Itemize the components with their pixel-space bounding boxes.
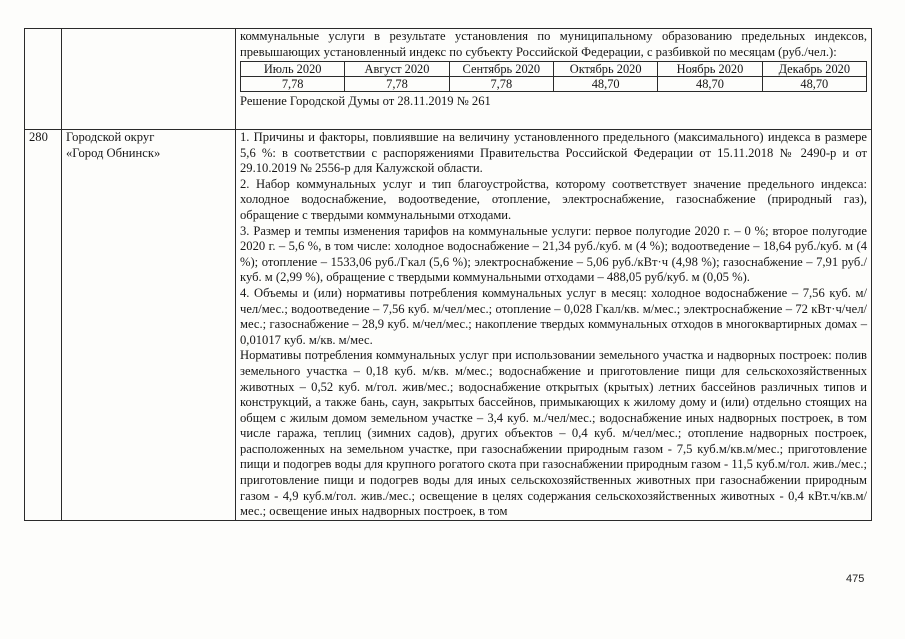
municipality-cell-empty	[62, 29, 236, 130]
row-number-cell-empty	[25, 29, 62, 130]
page-number: 475	[846, 573, 865, 585]
municipality-name-line1: Городской округ	[66, 130, 155, 144]
council-decision-text: Решение Городской Думы от 28.11.2019 № 261	[240, 94, 491, 109]
month-value: 48,70	[553, 77, 657, 92]
month-value: 48,70	[762, 77, 866, 92]
month-header: Декабрь 2020	[762, 62, 866, 77]
previous-intro-text: коммунальные услуги в результате установления по муниципальному образованию предельных индексов, превышающих установленный индекс по субъекту Российской Федерации, с разбивкой по месяцам (руб./чел.):	[240, 29, 867, 59]
months-values-row	[241, 77, 867, 92]
monthly-values-table	[240, 61, 867, 92]
municipality-name-cell	[62, 130, 236, 521]
paragraph-tariffs: 3. Размер и темпы изменения тарифов на коммунальные услуги: первое полугодие 2020 г. – 0 %; второе полугодие 2020 г. – 5,6 %, в том числе: холодное водоснабжение – 21,34 руб./куб. м (4 %); водоотведение – 18,64 руб./куб. м (4 %); отопление – 1533,06 руб./Гкал (5,6 %); электроснабжение – 5,06 руб./кВт·ч (4,98 %); газоснабжение – 7,91 руб./куб. м (2,99 %), обращение с твердыми коммунальными отходами – 488,05 руб/куб. м (0,05 %).	[240, 223, 867, 285]
content-cell-previous	[236, 29, 872, 130]
table-row-280	[25, 130, 872, 521]
paragraph-reasons: 1. Причины и факторы, повлиявшие на величину установленного предельного (максимального) индекса в размере 5,6 %: в соответствии с распоряжениями Правительства Российской Федерации от 15.11.2018 № 2490-р и от 29.10.2019 № 2556-р для Калужской области.	[240, 130, 867, 176]
municipal-index-table	[24, 28, 872, 521]
row-number: 280	[25, 130, 62, 521]
month-header: Август 2020	[345, 62, 449, 77]
month-value: 7,78	[241, 77, 345, 92]
months-header-row	[241, 62, 867, 77]
month-value: 48,70	[658, 77, 762, 92]
paragraph-services-set: 2. Набор коммунальных услуг и тип благоустройства, которому соответствует значение предельного индекса: холодное водоснабжение, водоотведение, отопление, электроснабжение, газоснабжение (природный газ), обращение с твердыми коммунальными отходами.	[240, 176, 867, 222]
month-header: Октябрь 2020	[553, 62, 657, 77]
paragraph-land-plot-norms: Нормативы потребления коммунальных услуг при использовании земельного участка и надворных построек: полив земельного участка – 0,18 куб. м/кв. м/мес.; водоснабжение и приготовление пищи для сельскохозяйственных животных – 0,52 куб. м/гол. жив/мес.; водоснабжение открытых (крытых) летних бассейнов различных типов и конструкций, а также бань, саун, закрытых бассейнов, примыкающих к жилому дому и (или) отдельно стоящих на общем с жилым домом земельном участке – 3,4 куб. м./чел/мес.; водоснабжение иных надворных построек, в том числе гаража, теплиц (зимних садов), других объектов – 0,4 куб. м/чел/мес.; отопление надворных построек, расположенных на земельном участке, при газоснабжении природным газом - 7,5 куб.м/кв.м/мес.; приготовление пищи и подогрев воды для крупного рогатого скота при газоснабжении природным газом - 11,5 куб.м/гол. жив./мес.; приготовление пищи и подогрев воды для иных сельскохозяйственных животных при газоснабжении природным газом - 4,9 куб.м/гол. жив./мес.; освещение в целях содержания сельскохозяйственных животных - 0,4 кВт.ч/кв.м/мес.; освещение иных надворных построек, в том	[240, 348, 867, 519]
month-value: 7,78	[449, 77, 553, 92]
content-cell-280	[236, 130, 872, 521]
month-value: 7,78	[345, 77, 449, 92]
month-header: Ноябрь 2020	[658, 62, 762, 77]
month-header: Сентябрь 2020	[449, 62, 553, 77]
paragraph-consumption-volumes: 4. Объемы и (или) нормативы потребления коммунальных услуг в месяц: холодное водоснабжение – 7,56 куб. м/чел/мес.; водоотведение – 7,56 куб. м/чел/мес.; отопление – 0,028 Гкал/кв. м/мес.; электроснабжение – 72 кВт·ч/чел/мес.; газоснабжение – 28,9 куб. м/чел/мес.; накопление твердых коммунальных отходов в многоквартирных домах – 0,01017 куб. м/кв. м/мес.	[240, 285, 867, 347]
municipality-name-line2: «Город Обнинск»	[66, 145, 161, 160]
month-header: Июль 2020	[241, 62, 345, 77]
table-row-previous	[25, 29, 872, 130]
